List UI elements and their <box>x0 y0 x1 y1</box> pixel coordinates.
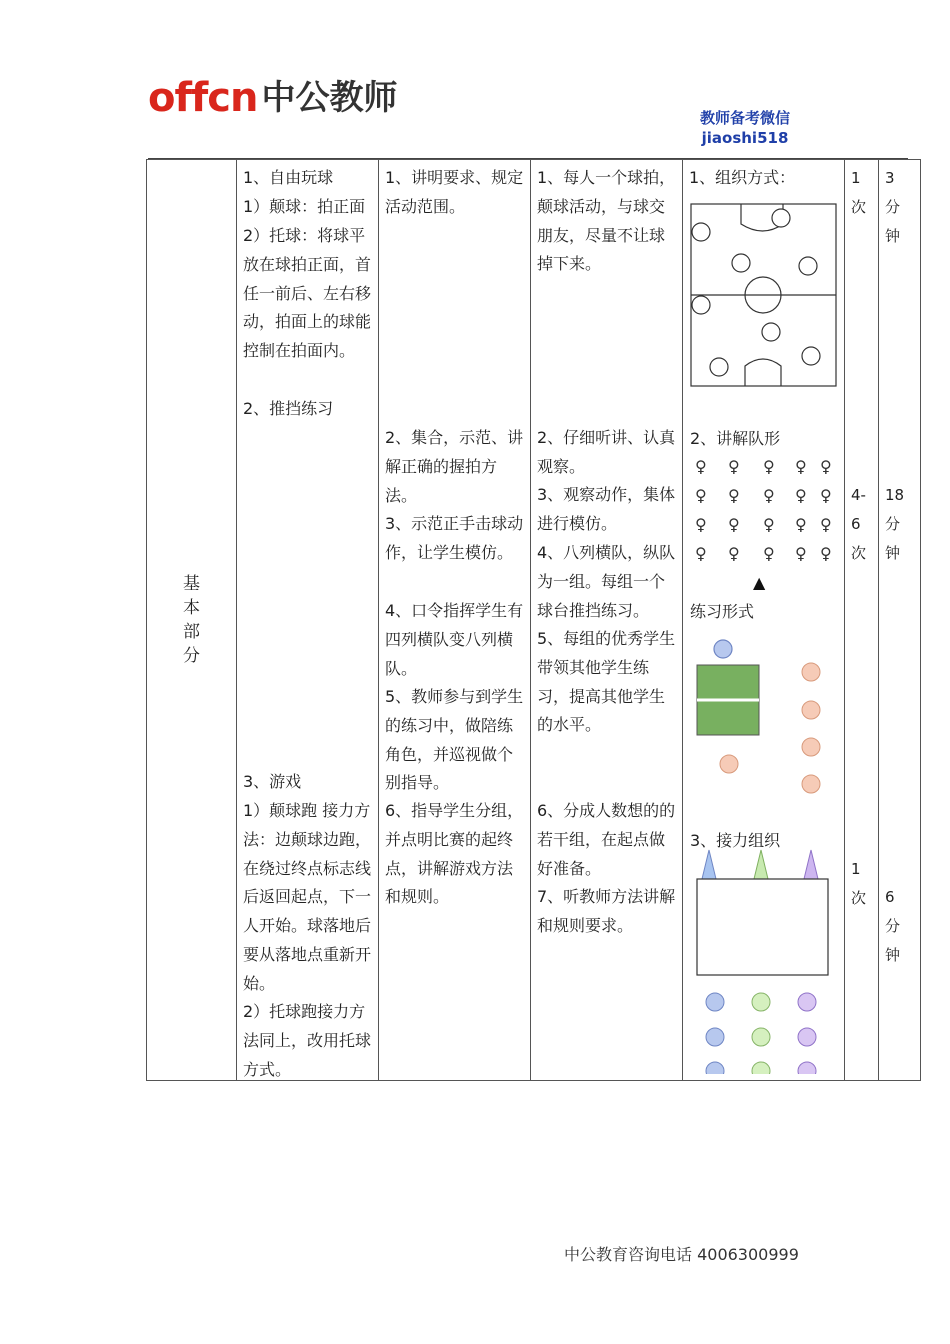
svg-text:♀: ♀ <box>795 457 807 476</box>
content-game-1: 1）颠球跑 接力方法：边颠球边跑，在绕过终点标志线后返回起点，下一人开始。球落地后要从落地点重新开始。 <box>243 801 372 993</box>
svg-text:♀: ♀ <box>795 486 807 505</box>
times-cell <box>845 160 879 1081</box>
svg-text:♀: ♀ <box>728 457 740 476</box>
student-step-5: 5、每组的优秀学生带领其他学生练习，提高其他学生的水平。 <box>537 629 676 735</box>
content-cell <box>237 160 379 1081</box>
content-carry: 2）托球：将球平放在球拍正面，首任一前后、左右移动，拍面上的球能控制在拍面内。 <box>243 226 372 361</box>
brand-text: offcn <box>148 75 258 121</box>
svg-text:♀: ♀ <box>763 544 775 563</box>
student-step-6: 6、分成人数想的的若干组，在起点做好准备。 <box>537 801 676 878</box>
teacher-step-1: 1、讲明要求、规定活动范围。 <box>385 168 524 216</box>
svg-text:♀: ♀ <box>795 515 807 534</box>
times-2: 4-6次 <box>851 486 867 562</box>
content-free-play: 1、自由玩球 <box>243 168 334 187</box>
section-cell <box>147 160 237 1081</box>
duration-cell <box>879 160 921 1081</box>
teacher-step-6: 6、指导学生分组，并点明比赛的起终点，讲解游戏方法和规则。 <box>385 801 524 907</box>
brand-cn-text: 中公教师 <box>261 78 398 118</box>
svg-text:♀: ♀ <box>695 544 707 563</box>
org-method-label: 1、组织方式： <box>689 168 796 187</box>
offcn-logo <box>148 70 398 121</box>
svg-text:♀: ♀ <box>820 457 832 476</box>
svg-text:♀: ♀ <box>820 486 832 505</box>
section-label: 基本部分 <box>183 574 200 666</box>
student-step-7: 7、听教师方法讲解和规则要求。 <box>537 887 676 935</box>
svg-text:♀: ♀ <box>763 457 775 476</box>
teacher-cell <box>379 160 531 1081</box>
student-step-1: 1、每人一个球拍，颠球活动，与球交朋友，尽量不让球掉下来。 <box>537 168 676 274</box>
content-bounce: 1）颠球：拍正面 <box>243 197 366 216</box>
teacher-marker-icon: ▲ <box>753 573 766 592</box>
svg-text:♀: ♀ <box>728 515 740 534</box>
wechat-info <box>690 108 800 148</box>
student-step-4: 4、八列横队，纵队为一组。每组一个球台推挡练习。 <box>537 543 676 620</box>
formation-label: 2、讲解队形 <box>690 429 781 448</box>
svg-text:♀: ♀ <box>695 486 707 505</box>
svg-text:♀: ♀ <box>763 515 775 534</box>
content-game: 3、游戏 <box>243 772 302 791</box>
practice-diagram <box>697 640 820 793</box>
formation-person: ♀ <box>695 457 707 476</box>
student-step-2: 2、仔细听讲、认真观察。 <box>537 428 676 476</box>
svg-text:♀: ♀ <box>820 515 832 534</box>
formation-rows <box>695 457 832 563</box>
duration-3: 6分钟 <box>885 888 901 964</box>
student-cell <box>531 160 683 1081</box>
footer-hotline: 中公教育咨询电话 4006300999 <box>564 1245 799 1264</box>
svg-text:♀: ♀ <box>728 486 740 505</box>
field-player-faces <box>692 209 820 376</box>
svg-text:♀: ♀ <box>795 544 807 563</box>
content-game-2: 2）托球跑接力方法同上，改用托球方式。 <box>243 1002 372 1079</box>
teacher-step-4: 4、口令指挥学生有四列横队变八列横队。 <box>385 601 524 678</box>
svg-text:♀: ♀ <box>820 544 832 563</box>
svg-text:♀: ♀ <box>728 544 740 563</box>
student-step-3: 3、观察动作，集体进行模仿。 <box>537 485 676 533</box>
relay-label: 3、接力组织 <box>690 831 781 850</box>
wechat-label: 教师备考微信 <box>699 109 790 127</box>
practice-form-label: 练习形式 <box>690 602 755 621</box>
relay-diagram <box>697 850 828 1074</box>
teacher-step-2: 2、集合，示范、讲解正确的握拍方法。 <box>385 428 524 505</box>
svg-text:♀: ♀ <box>763 486 775 505</box>
content-push: 2、推挡练习 <box>243 399 334 418</box>
wechat-id: jiaoshi518 <box>701 129 789 147</box>
duration-2: 18分钟 <box>885 486 905 562</box>
lesson-table <box>146 159 921 1081</box>
times-3: 1次 <box>851 860 867 907</box>
organization-cell <box>683 160 845 1081</box>
duration-1: 3分钟 <box>885 169 901 245</box>
times-1: 1次 <box>851 169 867 216</box>
svg-text:♀: ♀ <box>695 515 707 534</box>
teacher-step-3: 3、示范正手击球动作，让学生模仿。 <box>385 514 524 562</box>
teacher-step-5: 5、教师参与到学生的练习中，做陪练角色，并巡视做个别指导。 <box>385 687 524 793</box>
organization-diagrams <box>683 160 843 1074</box>
